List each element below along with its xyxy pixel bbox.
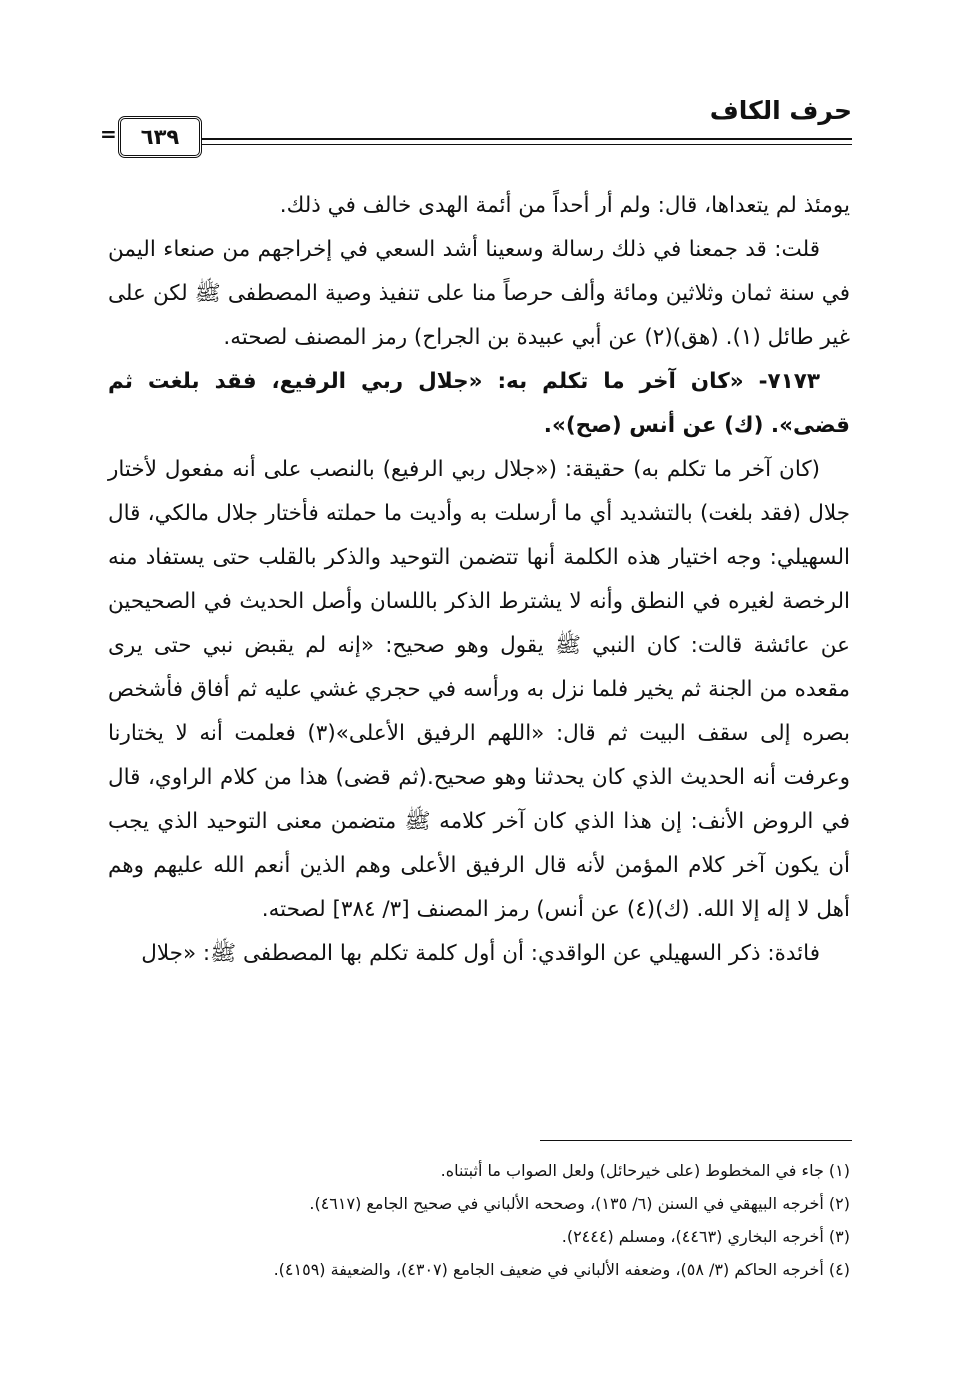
main-text <box>108 184 850 976</box>
paragraph: فائدة: ذكر السهيلي عن الواقدي: أن أول كلمة تكلم بها المصطفى ﷺ: «جلال <box>141 941 820 966</box>
running-title: حرف الكاف <box>709 96 852 125</box>
footnotes <box>120 1154 850 1286</box>
footnote: (٣) أخرجه البخاري (٤٤٦٣)، ومسلم (٢٤٤٤). <box>561 1227 850 1246</box>
paragraph: يومئذ لم يتعداها، قال: ولم أر أحداً من أئمة الهدى خالف في ذلك. <box>279 193 850 218</box>
header-rule-thick <box>200 138 852 140</box>
footnotes-separator <box>540 1140 852 1141</box>
footnote: (١) جاء في المخطوط (على خيرحائل) ولعل الصواب ما أثبتناه. <box>440 1161 850 1180</box>
footnote: (٤) أخرجه الحاكم (٣/ ٥٨)، وضعفه الألباني في ضعيف الجامع (٤٣٠٧)، والضعيفة (٤١٥٩). <box>273 1260 850 1279</box>
paragraph: (كان آخر ما تكلم به) حقيقة: («جلال ربي الرفيع) بالنصب على أنه مفعول لأختار جلال (فقد بلغت) بالتشديد أي ما أرسلت به وأديت ما حملته فأختار جلال مالكي، قال السهيلي: وجه اختيار هذه الكلمة أنها تتضمن التوحيد والذكر بالقلب حتى يستفاد منه الرخصة لغيره في النطق وأنه لا يشترط الذكر باللسان وأصل الحديث في الصحيحين عن عائشة قالت: كان النبي ﷺ يقول وهو صحيح: «إنه لم يقبض نبي حتى يرى مقعده من الجنة ثم يخير فلما نزل به ورأسه في حجري غشي عليه ثم أفاق فأشخص بصره إلى سقف البيت ثم قال: «اللهم الرفيق الأعلى»(٣) فعلمت أنه لا يختارنا وعرفت أنه الحديث الذي كان يحدثنا وهو صحيح.(ثم قضى) هذا من كلام الراوي، قال في الروض الأنف: إن هذا الذي كان آخر كلامه ﷺ متضمن معنى التوحيد الذي يجب أن يكون آخر كلام المؤمن لأنه قال الرفيق الأعلى وهم الذين أنعم الله عليهم وهم أهل لا إله إلا الله. (ك)(٤) عن أنس) رمز المصنف [٣/ ٣٨٤] لصحته. <box>108 457 850 922</box>
paragraph: قلت: قد جمعنا في ذلك رسالة وسعينا أشد السعي في إخراجهم من صنعاء اليمن في سنة ثمان وثلاثين ومائة وألف حرصاً منا على تنفيذ وصية المصطفى ﷺ لكن على غير طائل (١). (هق)(٢) عن أبي عبيدة بن الجراح) رمز المصنف لصحته. <box>108 237 850 350</box>
page-number: ٦٣٩ <box>140 125 180 149</box>
hadith-heading: ٧١٧٣- «كان آخر ما تكلم به: «جلال ربي الرفيع، فقد بلغت ثم قضى». (ك) عن أنس (صح)». <box>108 369 850 438</box>
page-header <box>100 96 852 156</box>
page-number-badge <box>118 116 202 158</box>
header-ornament: = <box>100 122 117 146</box>
header-rule-thin <box>200 144 852 145</box>
footnote: (٢) أخرجه البيهقي في السنن (٦/ ١٣٥)، وصححه الألباني في صحيح الجامع (٤٦١٧). <box>309 1194 850 1213</box>
